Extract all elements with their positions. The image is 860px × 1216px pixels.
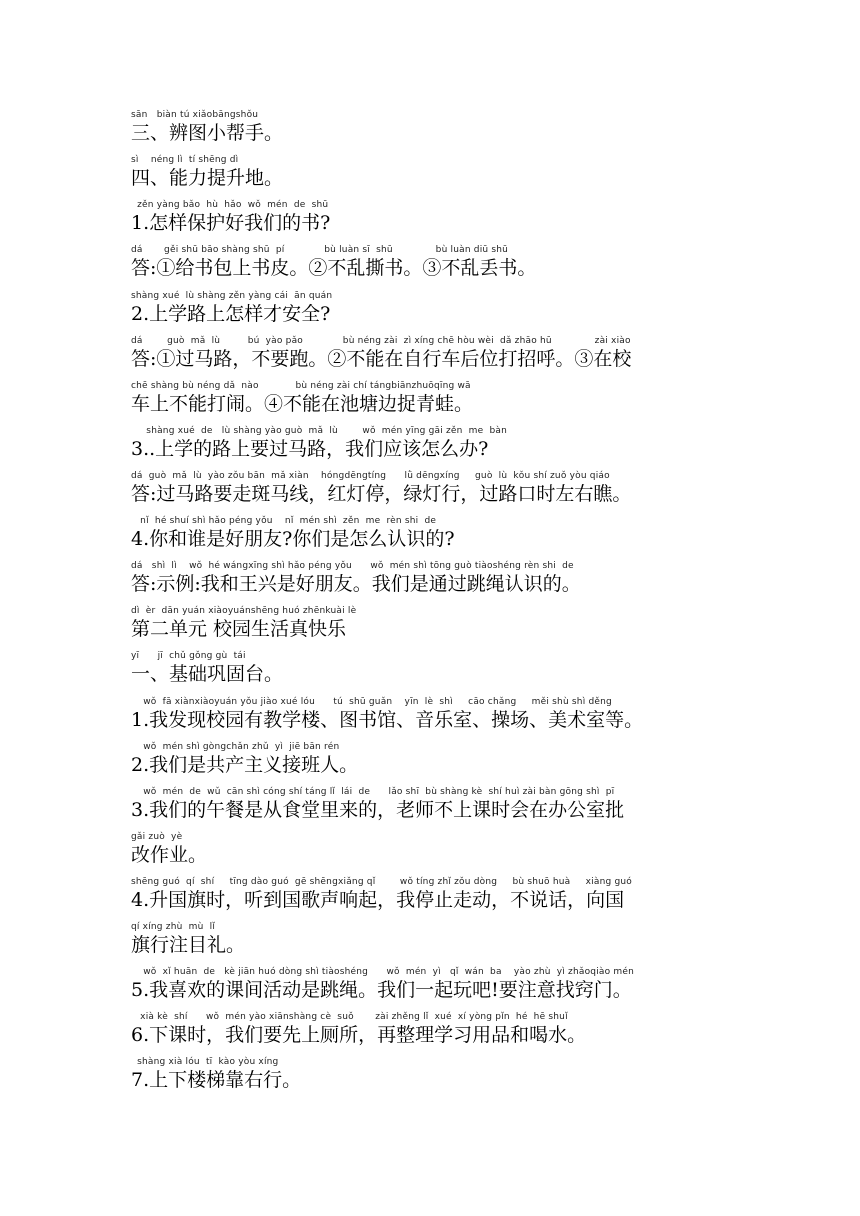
question-3 bbox=[131, 426, 741, 460]
line-text: 7.上下楼梯靠右行。 bbox=[131, 1069, 302, 1091]
text-line bbox=[131, 110, 741, 144]
line-text: 2.上学路上怎样才安全? bbox=[131, 303, 331, 325]
answer-2 bbox=[131, 336, 741, 370]
item-6 bbox=[131, 1012, 741, 1046]
line-text: 4.你和谁是好朋友?你们是怎么认识的? bbox=[131, 528, 455, 550]
line-text: 答:示例:我和王兴是好朋友。我们是通过跳绳认识的。 bbox=[131, 573, 581, 595]
line-text: 2.我们是共产主义接班人。 bbox=[131, 754, 359, 776]
question-1 bbox=[131, 200, 741, 234]
line-text: 答:①给书包上书皮。②不乱撕书。③不乱丢书。 bbox=[131, 257, 537, 279]
pinyin-annotation: dá gěi shū bāo shàng shū pí bù luàn sī shū bù luàn diū shū bbox=[131, 245, 509, 255]
pinyin-annotation: wǒ xǐ huān de kè jiān huó dòng shì tiàoshéng wǒ mén yì qǐ wán ba yào zhù yì zhǎoqiào mén bbox=[131, 967, 635, 977]
question-2 bbox=[131, 291, 741, 325]
item-3-continued bbox=[131, 832, 741, 866]
line-text: 1.怎样保护好我们的书? bbox=[131, 212, 331, 234]
item-7 bbox=[131, 1057, 741, 1091]
pinyin-annotation: nǐ hé shuí shì hǎo péng yǒu nǐ mén shì zěn me rèn shi de bbox=[131, 516, 437, 526]
text-line bbox=[131, 155, 741, 189]
item-4 bbox=[131, 877, 741, 911]
item-1 bbox=[131, 697, 741, 731]
line-text: 1.我发现校园有教学楼、图书馆、音乐室、操场、美术室等。 bbox=[131, 709, 644, 731]
pinyin-annotation: dá shì lì wǒ hé wángxīng shì hǎo péng yǒu wǒ mén shì tōng guò tiàoshéng rèn shi de bbox=[131, 561, 574, 571]
answer-3 bbox=[131, 471, 741, 505]
answer-4 bbox=[131, 561, 741, 595]
pinyin-annotation: shàng xià lóu tī kào yòu xíng bbox=[131, 1057, 279, 1067]
item-3 bbox=[131, 787, 741, 821]
line-text: 3..上学的路上要过马路，我们应该怎么办? bbox=[131, 438, 489, 460]
unit-heading bbox=[131, 606, 741, 640]
line-text: 旗行注目礼。 bbox=[131, 934, 246, 956]
item-2 bbox=[131, 742, 741, 776]
pinyin-annotation: gǎi zuò yè bbox=[131, 832, 183, 842]
line-text: 5.我喜欢的课间活动是跳绳。我们一起玩吧!要注意找窍门。 bbox=[131, 979, 632, 1001]
pinyin-annotation: wǒ fā xiànxiàoyuán yǒu jiào xué lóu tú shū guǎn yīn lè shì cāo chǎng měi shù shì děng bbox=[131, 697, 612, 707]
pinyin-annotation: chē shàng bù néng dǎ nào bù néng zài chí tángbiānzhuōqīng wā bbox=[131, 381, 471, 391]
pinyin-annotation: sān biàn tú xiǎobāngshǒu bbox=[131, 110, 259, 120]
pinyin-annotation: dì èr dān yuán xiàoyuánshēng huó zhēnkuài lè bbox=[131, 606, 357, 616]
line-text: 三、辨图小帮手。 bbox=[131, 122, 284, 144]
section-heading bbox=[131, 651, 741, 685]
answer-1 bbox=[131, 245, 741, 279]
pinyin-annotation: sì néng lì tí shēng dì bbox=[131, 155, 239, 165]
pinyin-annotation: wǒ mén shì gòngchǎn zhǔ yì jiē bān rén bbox=[131, 742, 340, 752]
pinyin-annotation: shàng xué lù shàng zěn yàng cái ān quán bbox=[131, 291, 333, 301]
line-text: 6.下课时，我们要先上厕所，再整理学习用品和喝水。 bbox=[131, 1024, 587, 1046]
line-text: 第二单元 校园生活真快乐 bbox=[131, 618, 347, 640]
line-text: 改作业。 bbox=[131, 844, 208, 866]
line-text: 一、基础巩固台。 bbox=[131, 663, 284, 685]
pinyin-annotation: wǒ mén de wǔ cān shì cóng shí táng lǐ lái de lǎo shī bù shàng kè shí huì zài bàn gōng shì pī bbox=[131, 787, 615, 797]
pinyin-annotation: shàng xué de lù shàng yào guò mǎ lù wǒ mén yīng gāi zěn me bàn bbox=[131, 426, 508, 436]
pinyin-annotation: xià kè shí wǒ mén yào xiānshàng cè suǒ zài zhěng lǐ xué xí yòng pǐn hé hē shuǐ bbox=[131, 1012, 568, 1022]
question-4 bbox=[131, 516, 741, 550]
pinyin-annotation: dá guò mǎ lù yào zǒu bān mǎ xiàn hóngdēngtíng lǜ dēngxíng guò lù kǒu shí zuǒ yòu qiáo bbox=[131, 471, 610, 481]
answer-2-continued bbox=[131, 381, 741, 415]
line-text: 车上不能打闹。④不能在池塘边捉青蛙。 bbox=[131, 393, 474, 415]
pinyin-annotation: shēng guó qí shí tīng dào guó gē shēngxiǎng qǐ wǒ tíng zhǐ zǒu dòng bù shuō huà xiàng guó bbox=[131, 877, 632, 887]
line-text: 4.升国旗时，听到国歌声响起，我停止走动，不说话，向国 bbox=[131, 889, 625, 911]
pinyin-annotation: dá guò mǎ lù bú yào pǎo bù néng zài zì xíng chē hòu wèi dǎ zhāo hū zài xiào bbox=[131, 336, 631, 346]
item-4-continued bbox=[131, 922, 741, 956]
item-5 bbox=[131, 967, 741, 1001]
line-text: 3.我们的午餐是从食堂里来的，老师不上课时会在办公室批 bbox=[131, 799, 625, 821]
line-text: 四、能力提升地。 bbox=[131, 167, 284, 189]
line-text: 答:①过马路，不要跑。②不能在自行车后位打招呼。③在校 bbox=[131, 348, 632, 370]
pinyin-annotation: yī jī chǔ gǒng gù tái bbox=[131, 651, 246, 661]
pinyin-annotation: qí xíng zhù mù lǐ bbox=[131, 922, 216, 932]
pinyin-annotation: zěn yàng bǎo hù hǎo wǒ mén de shū bbox=[131, 200, 329, 210]
line-text: 答:过马路要走斑马线，红灯停，绿灯行，过路口时左右瞧。 bbox=[131, 483, 632, 505]
